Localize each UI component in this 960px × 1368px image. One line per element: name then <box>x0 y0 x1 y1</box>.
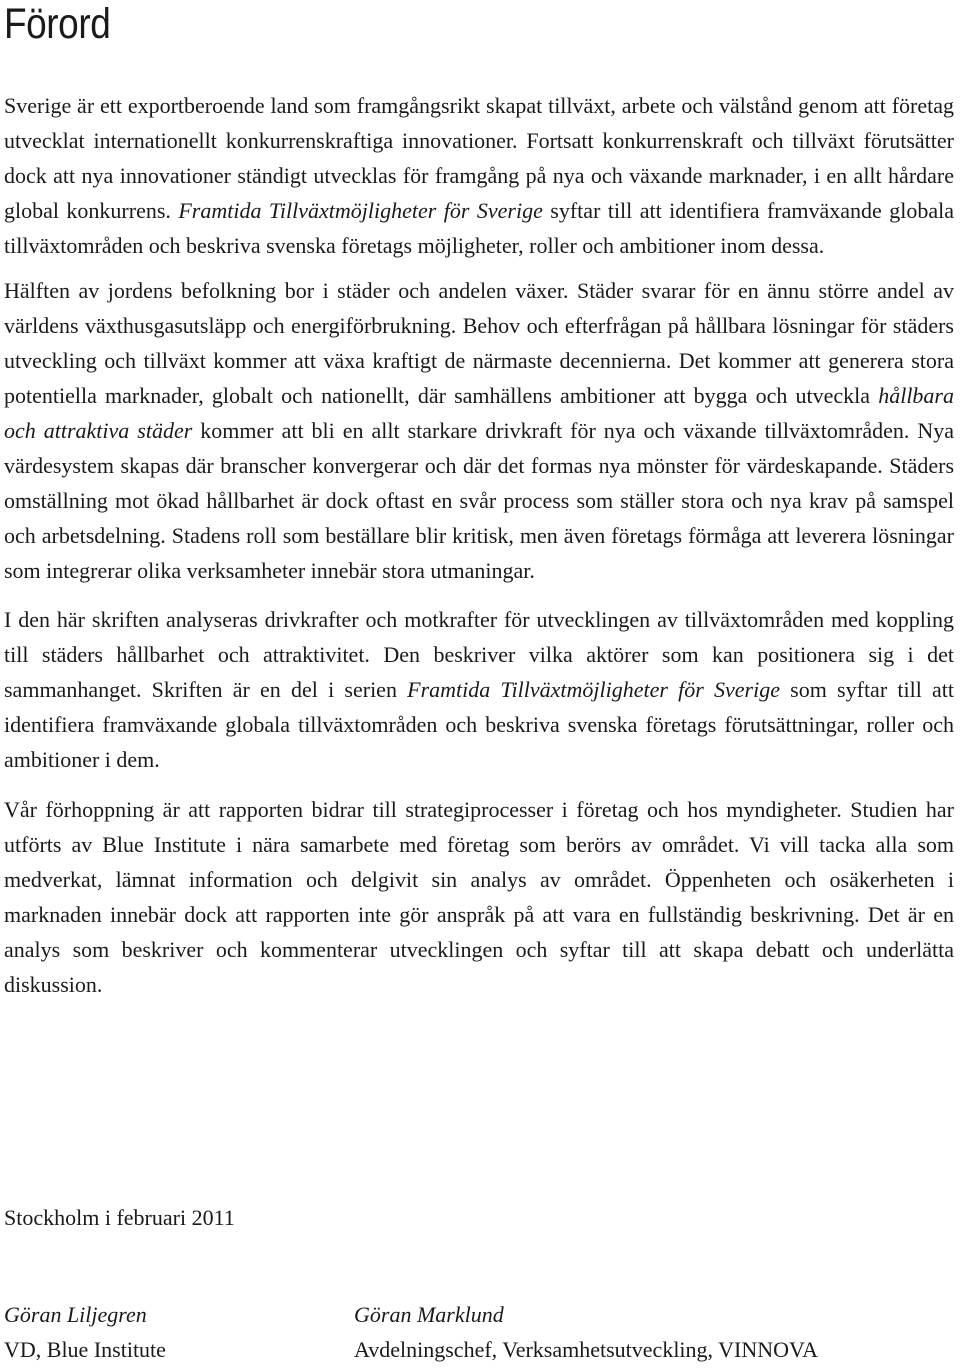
text-run: syftar till att identifiera framväxande globala tillväxtområden och beskriva svenska företags möjligheter, roller och ambitioner inom dessa. <box>4 198 954 258</box>
text-run: Sverige är ett exportberoende land som framgångsrikt skapat tillväxt, arbete och välstånd genom att företag utvecklat internationellt konkurrenskraftiga innovationer. Fortsatt konkurrenskraft och tillväxt förutsätter dock att nya innovationer ständigt utvecklas för framgång på nya och växande marknader, i en allt hårdare global konkurrens. <box>4 93 954 223</box>
italic-text-run: Framtida Tillväxtmöjligheter för Sverige <box>178 198 543 223</box>
text-run: Vår förhoppning är att rapporten bidrar till strategiprocesser i företag och hos myndigheter. Studien har utförts av Blue Institute i nära samarbete med företag som berörs av området. Vi vill tacka alla som medverkat, lämnat information och delgivit sin analys av området. Öppenheten och osäkerheten i marknaden innebär dock att rapporten inte gör anspråk på att vara en fullständig beskrivning. Det är en analys som beskriver och kommenterar utvecklingen och syftar till att skapa debatt och underlätta diskussion. <box>4 797 954 997</box>
signature-name: Göran Marklund <box>354 1302 504 1327</box>
closing-place-date: Stockholm i februari 2011 <box>4 1205 235 1230</box>
text-run: som syftar till att identifiera framväxande globala tillväxtområden och beskriva svenska företags förutsättningar, roller och ambitioner i dem. <box>4 677 954 772</box>
text-run: I den här skriften analyseras drivkrafter och motkrafter för utvecklingen av tillväxtområden med koppling till städers hållbarhet och attraktivitet. Den beskriver vilka aktörer som kan positionera sig i det sammanhanget. Skriften är en del i serien <box>4 607 954 702</box>
signature-role: Avdelningschef, Verksamhetsutveckling, VINNOVA <box>354 1337 818 1362</box>
paragraph-3 <box>4 602 954 777</box>
signature-2 <box>354 1297 818 1367</box>
paragraph-2 <box>4 273 954 588</box>
italic-text-run: hållbara och attraktiva städer <box>4 383 954 443</box>
paragraph-1 <box>4 88 954 263</box>
document-page <box>4 0 954 1002</box>
page-title: Förord <box>4 0 111 48</box>
text-run: kommer att bli en allt starkare drivkraft för nya och växande tillväxtområden. Nya värdesystem skapas där branscher konvergerar och där det formas nya mönster för värdeskapande. Städers omställning mot ökad hållbarhet är dock oftast en svår process som ställer stora och nya krav på samspel och arbetsdelning. Stadens roll som beställare blir kritisk, men även företags förmåga att leverera lösningar som integrerar olika verksamheter innebär stora utmaningar. <box>4 418 954 583</box>
signature-role: VD, Blue Institute <box>4 1337 166 1362</box>
text-run: Hälften av jordens befolkning bor i städer och andelen växer. Städer svarar för en ännu större andel av världens växthusgasutsläpp och energiförbrukning. Behov och efterfrågan på hållbara lösningar för städers utveckling och tillväxt kommer att växa kraftigt de närmaste decennierna. Det kommer att generera stora potentiella marknader, globalt och nationellt, där samhällens ambitioner att bygga och utveckla <box>4 278 954 408</box>
paragraph-4 <box>4 792 954 1002</box>
body-text <box>4 88 954 1002</box>
signature-name: Göran Liljegren <box>4 1302 147 1327</box>
signature-1 <box>4 1297 166 1367</box>
italic-text-run: Framtida Tillväxtmöjligheter för Sverige <box>407 677 780 702</box>
